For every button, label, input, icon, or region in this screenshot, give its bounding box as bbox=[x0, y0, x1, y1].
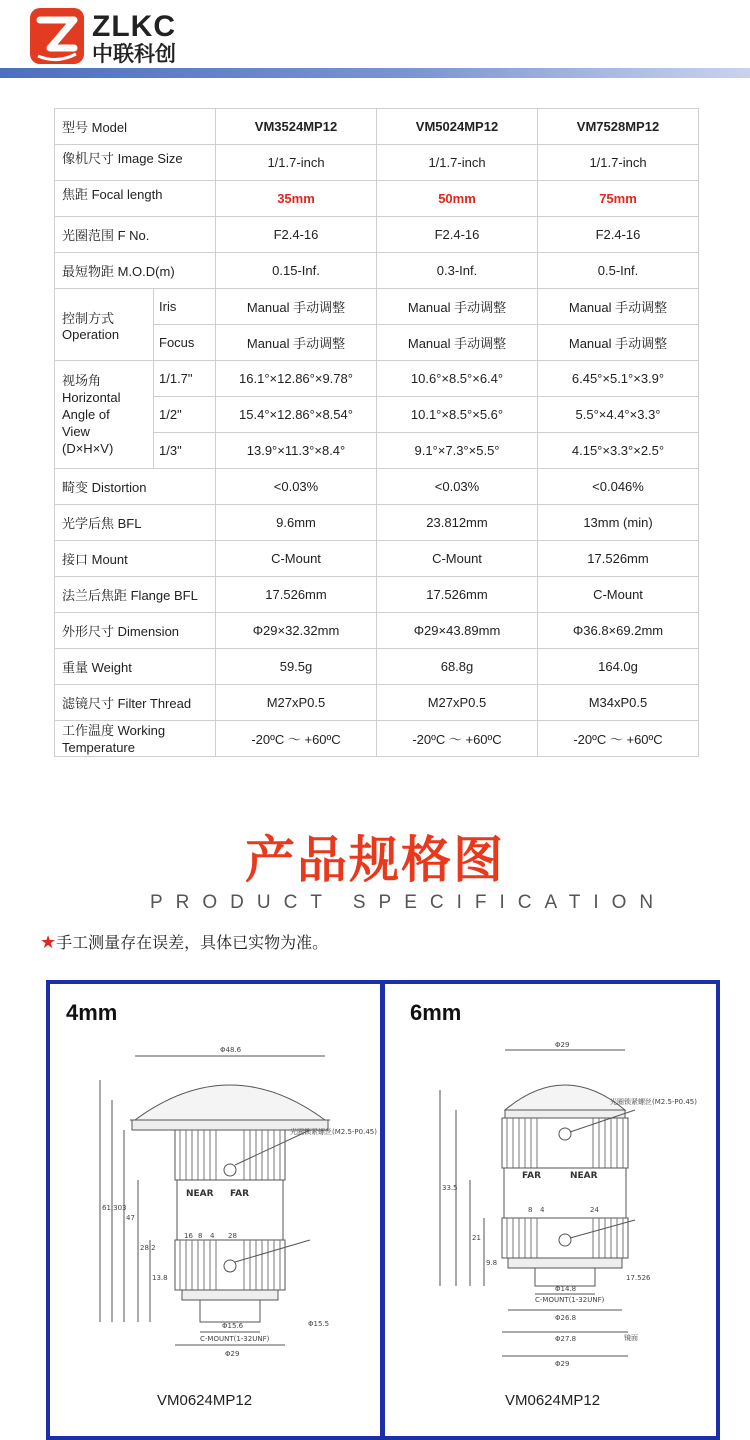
table-row bbox=[55, 613, 699, 649]
table-cell: <0.03% bbox=[377, 469, 538, 505]
dim-label: 16 bbox=[184, 1232, 193, 1240]
dim-label: 17.526 bbox=[626, 1274, 651, 1282]
measurement-notice bbox=[40, 930, 328, 953]
table-cell: Manual 手动调整 bbox=[216, 289, 377, 325]
row-label: 型号 Model bbox=[55, 109, 216, 145]
table-row bbox=[55, 577, 699, 613]
spec-table bbox=[54, 108, 699, 757]
table-cell: F2.4-16 bbox=[216, 217, 377, 253]
focal-length-cell: 50mm bbox=[377, 181, 538, 217]
table-row bbox=[55, 361, 699, 397]
row-label: 光学后焦 BFL bbox=[55, 505, 216, 541]
table-cell: 13mm (min) bbox=[538, 505, 699, 541]
drawing-right-model: VM0624MP12 bbox=[505, 1392, 601, 1409]
aov-label-line: View bbox=[62, 424, 90, 439]
table-cell: -20ºC ～ +60ºC bbox=[377, 721, 538, 757]
row-label: 滤镜尺寸 Filter Thread bbox=[55, 685, 216, 721]
table-cell: Φ29×32.32mm bbox=[216, 613, 377, 649]
header-gradient-bar bbox=[0, 68, 750, 78]
row-label: 光圈范围 F No. bbox=[55, 217, 216, 253]
aov-label-line: Angle of bbox=[62, 407, 110, 422]
dim-label: C-MOUNT(1-32UNF) bbox=[200, 1335, 270, 1343]
table-row bbox=[55, 253, 699, 289]
table-row bbox=[55, 505, 699, 541]
dim-label: Φ29 bbox=[225, 1350, 240, 1358]
table-cell: 9.1°×7.3°×5.5° bbox=[377, 433, 538, 469]
drawing-right-6mm bbox=[410, 1040, 697, 1370]
dim-label: 8 bbox=[198, 1232, 203, 1240]
table-cell: 1/1.7-inch bbox=[538, 145, 699, 181]
table-cell: C-Mount bbox=[377, 541, 538, 577]
focal-length-cell: 75mm bbox=[538, 181, 699, 217]
aov-label-line: (D×H×V) bbox=[62, 441, 114, 456]
table-cell: C-Mount bbox=[538, 577, 699, 613]
row-label: 像机尺寸 Image Size bbox=[55, 145, 216, 181]
table-cell: 15.4°×12.86°×8.54° bbox=[216, 397, 377, 433]
dim-label: Φ15.6 bbox=[222, 1322, 244, 1330]
table-row-model bbox=[55, 109, 699, 145]
dim-label: Φ15.5 bbox=[308, 1320, 330, 1328]
dim-label: Φ29 bbox=[555, 1360, 570, 1368]
table-cell: 0.15-Inf. bbox=[216, 253, 377, 289]
dim-label: 13.8 bbox=[152, 1274, 168, 1282]
far-label: FAR bbox=[522, 1171, 542, 1181]
row-label-temp bbox=[55, 721, 216, 757]
table-row bbox=[55, 145, 699, 181]
dim-label: Φ27.8 bbox=[555, 1335, 577, 1343]
dim-label: Φ48.6 bbox=[220, 1046, 242, 1054]
row-label-operation bbox=[55, 289, 154, 361]
row-label: 焦距 Focal length bbox=[55, 181, 216, 217]
table-row bbox=[55, 721, 699, 757]
drawing-note: 光圈锁紧螺丝(M2.5-P0.45) bbox=[290, 1128, 377, 1136]
dim-label: Φ26.8 bbox=[555, 1314, 577, 1322]
operation-label-cn: 控制方式 bbox=[62, 310, 115, 326]
table-cell: 1/1.7-inch bbox=[377, 145, 538, 181]
table-cell: 16.1°×12.86°×9.78° bbox=[216, 361, 377, 397]
dim-label: Φ14.8 bbox=[555, 1285, 577, 1293]
table-cell: Manual 手动调整 bbox=[538, 289, 699, 325]
sub-label: Focus bbox=[154, 325, 216, 361]
row-label: 外形尺寸 Dimension bbox=[55, 613, 216, 649]
table-cell: 17.526mm bbox=[377, 577, 538, 613]
table-cell: Manual 手动调整 bbox=[377, 289, 538, 325]
model-header-3: VM7528MP12 bbox=[538, 109, 699, 145]
row-label: 重量 Weight bbox=[55, 649, 216, 685]
row-label: 接口 Mount bbox=[55, 541, 216, 577]
drawing-right-title: 6mm bbox=[410, 1000, 462, 1025]
section-title: 产品规格图 bbox=[245, 831, 505, 889]
table-cell: 10.6°×8.5°×6.4° bbox=[377, 361, 538, 397]
table-cell: -20ºC ～ +60ºC bbox=[216, 721, 377, 757]
aov-label-line: 视场角 bbox=[62, 373, 102, 388]
drawing-left-title: 4mm bbox=[66, 1000, 118, 1025]
table-cell: -20ºC ～ +60ºC bbox=[538, 721, 699, 757]
table-cell: F2.4-16 bbox=[538, 217, 699, 253]
near-label: NEAR bbox=[186, 1189, 214, 1199]
sub-label: 1/1.7" bbox=[154, 361, 216, 397]
table-cell: 23.812mm bbox=[377, 505, 538, 541]
dim-label: 9.8 bbox=[486, 1259, 498, 1267]
brand-name-en: ZLKC bbox=[92, 10, 176, 43]
table-cell: M27xP0.5 bbox=[377, 685, 538, 721]
table-cell: M34xP0.5 bbox=[538, 685, 699, 721]
dim-label: 21 bbox=[472, 1234, 481, 1242]
brand-name-cn: 中联科创 bbox=[92, 43, 176, 66]
sub-label: Iris bbox=[154, 289, 216, 325]
row-label: 最短物距 M.O.D(m) bbox=[55, 253, 216, 289]
table-row bbox=[55, 217, 699, 253]
table-cell: 5.5°×4.4°×3.3° bbox=[538, 397, 699, 433]
temp-label-line1: 工作温度 Working bbox=[62, 722, 166, 738]
table-cell: Manual 手动调整 bbox=[538, 325, 699, 361]
row-label-aov bbox=[55, 361, 154, 469]
temp-label-line2: Temperature bbox=[62, 739, 135, 755]
row-label: 法兰后焦距 Flange BFL bbox=[55, 577, 216, 613]
table-cell: 17.526mm bbox=[538, 541, 699, 577]
sub-label: 1/2" bbox=[154, 397, 216, 433]
notice-text: 手工测量存在误差，具体已实物为准。 bbox=[56, 933, 329, 952]
table-cell: 9.6mm bbox=[216, 505, 377, 541]
row-label: 畸变 Distortion bbox=[55, 469, 216, 505]
table-cell: Manual 手动调整 bbox=[377, 325, 538, 361]
drawing-note: 光圈锁紧螺丝(M2.5-P0.45) bbox=[610, 1098, 697, 1106]
table-cell: 0.5-Inf. bbox=[538, 253, 699, 289]
table-cell: 10.1°×8.5°×5.6° bbox=[377, 397, 538, 433]
table-cell: 59.5g bbox=[216, 649, 377, 685]
table-cell: Φ29×43.89mm bbox=[377, 613, 538, 649]
model-header-1: VM3524MP12 bbox=[216, 109, 377, 145]
table-row bbox=[55, 289, 699, 325]
table-row bbox=[55, 685, 699, 721]
section-subtitle: PRODUCT SPECIFICATION bbox=[150, 892, 667, 913]
table-cell: <0.03% bbox=[216, 469, 377, 505]
dim-label: 47 bbox=[126, 1214, 135, 1222]
table-row bbox=[55, 469, 699, 505]
table-cell: 164.0g bbox=[538, 649, 699, 685]
table-row bbox=[55, 181, 699, 217]
table-cell: 1/1.7-inch bbox=[216, 145, 377, 181]
dim-label: 4 bbox=[210, 1232, 215, 1240]
brand-name bbox=[92, 12, 176, 66]
far-label: FAR bbox=[230, 1189, 250, 1199]
dim-label: 24 bbox=[590, 1206, 599, 1214]
dim-label: 61.303 bbox=[102, 1204, 127, 1212]
table-cell: Φ36.8×69.2mm bbox=[538, 613, 699, 649]
dim-label: Φ29 bbox=[555, 1041, 570, 1049]
operation-label-en: Operation bbox=[62, 326, 120, 342]
table-row bbox=[55, 541, 699, 577]
table-cell: 6.45°×5.1°×3.9° bbox=[538, 361, 699, 397]
table-cell: C-Mount bbox=[216, 541, 377, 577]
drawing-left-4mm bbox=[80, 1040, 377, 1370]
dim-label: 33.5 bbox=[442, 1184, 458, 1192]
star-icon: ★ bbox=[40, 932, 57, 953]
page-header bbox=[0, 0, 750, 78]
table-cell: 0.3-Inf. bbox=[377, 253, 538, 289]
dim-label: 28 bbox=[228, 1232, 237, 1240]
drawings-divider bbox=[380, 980, 385, 1440]
dim-label: 28.2 bbox=[140, 1244, 156, 1252]
model-header-2: VM5024MP12 bbox=[377, 109, 538, 145]
focal-length-cell: 35mm bbox=[216, 181, 377, 217]
table-cell: 4.15°×3.3°×2.5° bbox=[538, 433, 699, 469]
table-cell: 17.526mm bbox=[216, 577, 377, 613]
dim-label: 8 bbox=[528, 1206, 533, 1214]
drawing-left-model: VM0624MP12 bbox=[157, 1392, 253, 1409]
table-cell: <0.046% bbox=[538, 469, 699, 505]
aov-label-line: Horizontal bbox=[62, 390, 121, 405]
dim-label: C-MOUNT(1-32UNF) bbox=[535, 1296, 605, 1304]
table-cell: 68.8g bbox=[377, 649, 538, 685]
table-cell: M27xP0.5 bbox=[216, 685, 377, 721]
brand-logo-icon bbox=[30, 8, 84, 64]
dim-label: 4 bbox=[540, 1206, 545, 1214]
table-row bbox=[55, 649, 699, 685]
table-cell: Manual 手动调整 bbox=[216, 325, 377, 361]
sub-label: 1/3" bbox=[154, 433, 216, 469]
near-label: NEAR bbox=[570, 1171, 598, 1181]
table-cell: F2.4-16 bbox=[377, 217, 538, 253]
table-cell: 13.9°×11.3°×8.4° bbox=[216, 433, 377, 469]
mirror-label: 镜面 bbox=[624, 1334, 638, 1342]
